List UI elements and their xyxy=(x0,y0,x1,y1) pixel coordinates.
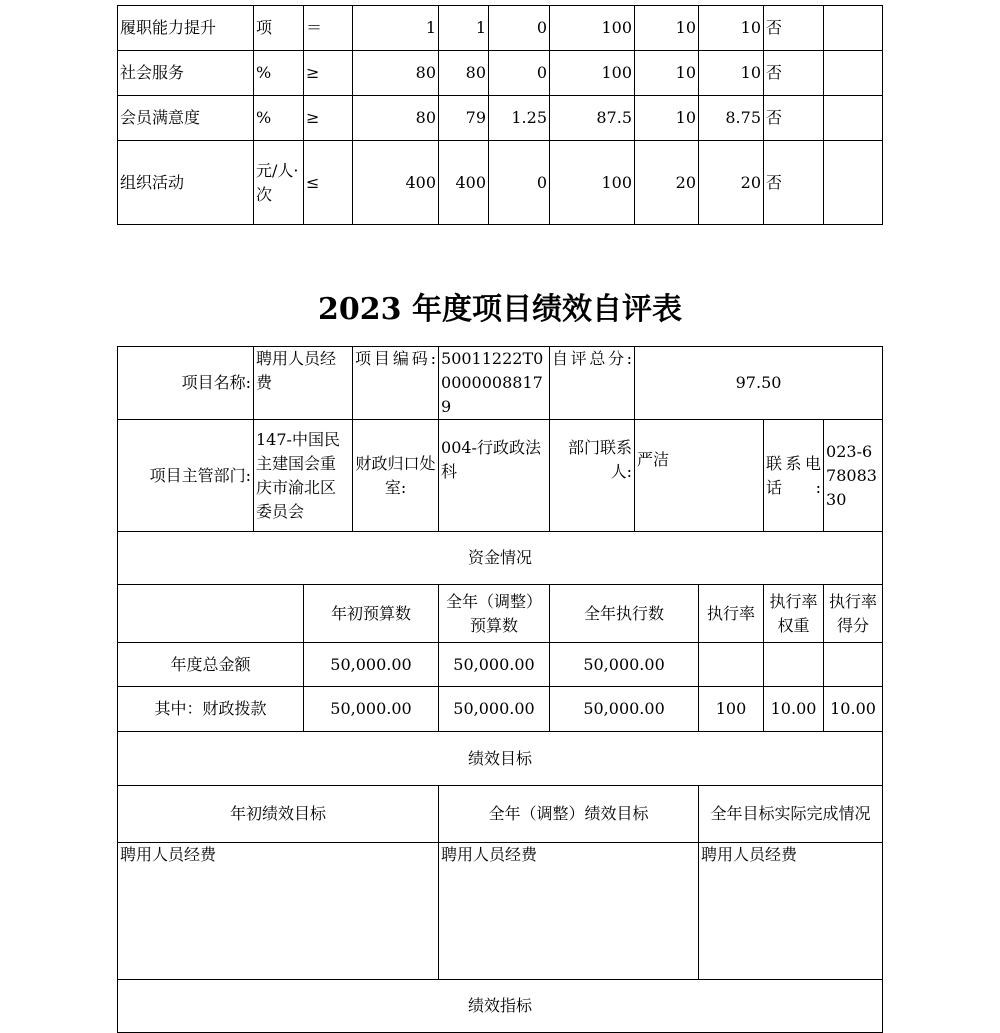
funds-score xyxy=(824,643,883,687)
funds-row-label: 其中：财政拨款 xyxy=(118,687,304,732)
indicator-name: 组织活动 xyxy=(118,141,254,225)
dept-label: 项目主管部门: xyxy=(118,420,254,532)
evaluation-table xyxy=(117,346,883,1033)
table-row xyxy=(118,420,883,532)
goals-header-adjusted: 全年（调整）绩效目标 xyxy=(439,786,699,843)
funds-header-score: 执行率得分 xyxy=(824,585,883,643)
indicator-weight: 10 xyxy=(635,6,699,51)
indicator-table xyxy=(117,5,883,225)
funds-initial: 50,000.00 xyxy=(304,687,439,732)
goals-section-label: 绩效目标 xyxy=(118,732,883,786)
funds-weight: 10.00 xyxy=(764,687,824,732)
indicator-rate: 100 xyxy=(550,141,635,225)
indicator-score: 8.75 xyxy=(699,96,764,141)
indicator-rate: 100 xyxy=(550,51,635,96)
indicator-rate: 87.5 xyxy=(550,96,635,141)
indicator-operator: ≥ xyxy=(304,51,353,96)
indicator-target: 80 xyxy=(353,51,439,96)
funds-rate xyxy=(699,643,764,687)
indicator-unit: 项 xyxy=(254,6,304,51)
indicator-actual: 400 xyxy=(439,141,489,225)
funds-adjusted: 50,000.00 xyxy=(439,643,550,687)
funds-executed: 50,000.00 xyxy=(550,643,699,687)
indicator-target: 400 xyxy=(353,141,439,225)
indicator-score: 20 xyxy=(699,141,764,225)
indicator-score: 10 xyxy=(699,51,764,96)
funds-header-weight: 执行率权重 xyxy=(764,585,824,643)
indicator-flag: 否 xyxy=(764,96,824,141)
table-row xyxy=(118,347,883,420)
goals-header-actual: 全年目标实际完成情况 xyxy=(699,786,883,843)
indicator-unit: 元/人·次 xyxy=(254,141,304,225)
project-code-value: 50011222T000000088179 xyxy=(439,347,550,420)
page-title: 2023 年度项目绩效自评表 xyxy=(318,292,682,327)
indicator-deviation: 0 xyxy=(489,51,550,96)
funds-header-executed: 全年执行数 xyxy=(550,585,699,643)
indicator-name: 社会服务 xyxy=(118,51,254,96)
indicator-target: 1 xyxy=(353,6,439,51)
table-row xyxy=(118,51,883,96)
indicator-note xyxy=(824,51,883,96)
indicator-deviation: 1.25 xyxy=(489,96,550,141)
table-row xyxy=(118,732,883,786)
indicator-operator: ≥ xyxy=(304,96,353,141)
finance-label: 财政归口处室: xyxy=(353,420,439,532)
funds-header-blank xyxy=(118,585,304,643)
indicator-note xyxy=(824,6,883,51)
table-row xyxy=(118,687,883,732)
table-row xyxy=(118,786,883,843)
funds-header-initial: 年初预算数 xyxy=(304,585,439,643)
goals-initial-value: 聘用人员经费 xyxy=(118,843,439,980)
indicator-unit: % xyxy=(254,51,304,96)
table-row xyxy=(118,532,883,585)
indicator-actual: 79 xyxy=(439,96,489,141)
indicator-operator: ＝ xyxy=(304,6,353,51)
self-score-value: 97.50 xyxy=(635,347,883,420)
phone-value: 023-67808330 xyxy=(824,420,883,532)
indicator-weight: 10 xyxy=(635,51,699,96)
indicator-weight: 10 xyxy=(635,96,699,141)
funds-header-adjusted: 全年（调整）预算数 xyxy=(439,585,550,643)
table-row xyxy=(118,6,883,51)
indicator-actual: 1 xyxy=(439,6,489,51)
indicator-weight: 20 xyxy=(635,141,699,225)
indicators-section-label: 绩效指标 xyxy=(118,980,883,1033)
indicator-unit: % xyxy=(254,96,304,141)
goals-actual-value: 聘用人员经费 xyxy=(699,843,883,980)
indicator-flag: 否 xyxy=(764,141,824,225)
indicator-score: 10 xyxy=(699,6,764,51)
funds-rate: 100 xyxy=(699,687,764,732)
indicator-name: 会员满意度 xyxy=(118,96,254,141)
funds-adjusted: 50,000.00 xyxy=(439,687,550,732)
goals-header-initial: 年初绩效目标 xyxy=(118,786,439,843)
table-row xyxy=(118,980,883,1033)
funds-initial: 50,000.00 xyxy=(304,643,439,687)
goals-adjusted-value: 聘用人员经费 xyxy=(439,843,699,980)
indicator-target: 80 xyxy=(353,96,439,141)
indicator-deviation: 0 xyxy=(489,6,550,51)
table-row xyxy=(118,585,883,643)
indicator-flag: 否 xyxy=(764,51,824,96)
indicator-operator: ≤ xyxy=(304,141,353,225)
funds-header-rate: 执行率 xyxy=(699,585,764,643)
table-row xyxy=(118,643,883,687)
project-name-value: 聘用人员经费 xyxy=(254,347,353,420)
self-score-label: 自评总分: xyxy=(550,347,635,420)
indicator-deviation: 0 xyxy=(489,141,550,225)
finance-value: 004-行政政法科 xyxy=(439,420,550,532)
indicator-flag: 否 xyxy=(764,6,824,51)
funds-executed: 50,000.00 xyxy=(550,687,699,732)
dept-value: 147-中国民主建国会重庆市渝北区委员会 xyxy=(254,420,353,532)
indicator-name: 履职能力提升 xyxy=(118,6,254,51)
table-row xyxy=(118,843,883,980)
funds-score: 10.00 xyxy=(824,687,883,732)
contact-value: 严洁 xyxy=(635,420,764,532)
table-row xyxy=(118,141,883,225)
funds-weight xyxy=(764,643,824,687)
project-name-label: 项目名称: xyxy=(118,347,254,420)
indicator-actual: 80 xyxy=(439,51,489,96)
project-code-label: 项目编码: xyxy=(353,347,439,420)
funds-section-label: 资金情况 xyxy=(118,532,883,585)
indicator-note xyxy=(824,141,883,225)
contact-label: 部门联系人: xyxy=(550,420,635,532)
indicator-rate: 100 xyxy=(550,6,635,51)
table-row xyxy=(118,96,883,141)
funds-row-label: 年度总金额 xyxy=(118,643,304,687)
indicator-note xyxy=(824,96,883,141)
phone-label: 联系电话: xyxy=(764,420,824,532)
